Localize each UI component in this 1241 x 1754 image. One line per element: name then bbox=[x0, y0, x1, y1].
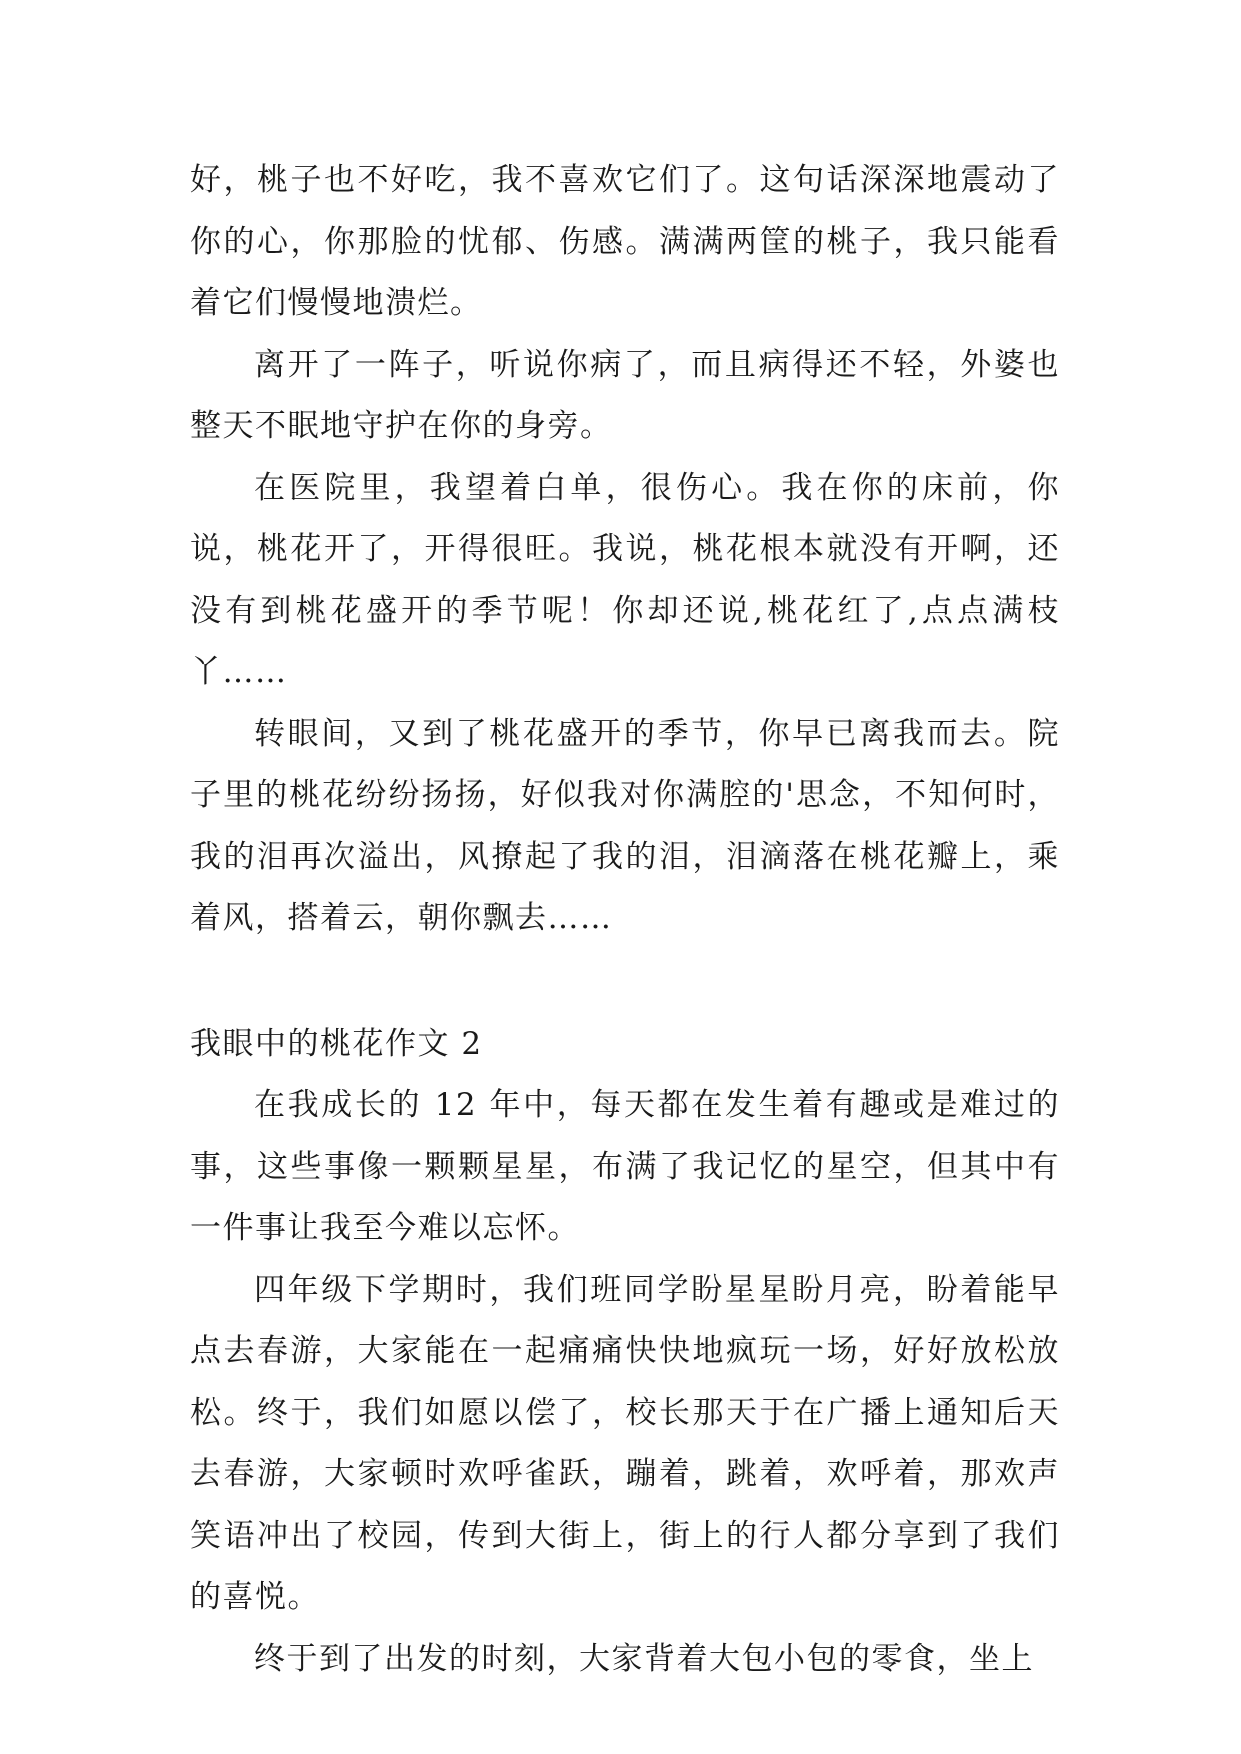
section-spacer bbox=[190, 950, 1060, 1014]
paragraph: 在我成长的 12 年中，每天都在发生着有趣或是难过的事，这些事像一颗颗星星，布满了我记忆的星空，但其中有一件事让我至今难以忘怀。 bbox=[190, 1087, 1060, 1246]
paragraph: 转眼间，又到了桃花盛开的季节，你早已离我而去。院子里的桃花纷纷扬扬，好似我对你满腔的'思念，不知何时，我的泪再次溢出，风撩起了我的泪，泪滴落在桃花瓣上，乘着风，搭着云，朝你飘去…… bbox=[190, 715, 1060, 936]
paragraph: 离开了一阵子，听说你病了，而且病得还不轻，外婆也整天不眠地守护在你的身旁。 bbox=[190, 346, 1060, 444]
paragraph: 终于到了出发的时刻，大家背着大包小包的零食，坐上 bbox=[254, 1640, 1034, 1677]
document-page bbox=[190, 150, 1060, 1690]
section-title: 我眼中的桃花作文 2 bbox=[190, 1025, 483, 1062]
paragraph: 四年级下学期时，我们班同学盼星星盼月亮，盼着能早点去春游，大家能在一起痛痛快快地疯玩一场，好好放松放松。终于，我们如愿以偿了，校长那天于在广播上通知后天去春游，大家顿时欢呼雀跃，蹦着，跳着，欢呼着，那欢声笑语冲出了校园，传到大街上，街上的行人都分享到了我们的喜悦。 bbox=[190, 1271, 1060, 1615]
paragraph-continuation: 好，桃子也不好吃，我不喜欢它们了。这句话深深地震动了你的心，你那脸的忧郁、伤感。满满两筐的桃子，我只能看着它们慢慢地溃烂。 bbox=[190, 162, 1060, 321]
paragraph: 在医院里，我望着白单，很伤心。我在你的床前，你说，桃花开了，开得很旺。我说，桃花根本就没有开啊，还没有到桃花盛开的季节呢！你却还说,桃花红了,点点满枝丫…… bbox=[190, 469, 1060, 690]
